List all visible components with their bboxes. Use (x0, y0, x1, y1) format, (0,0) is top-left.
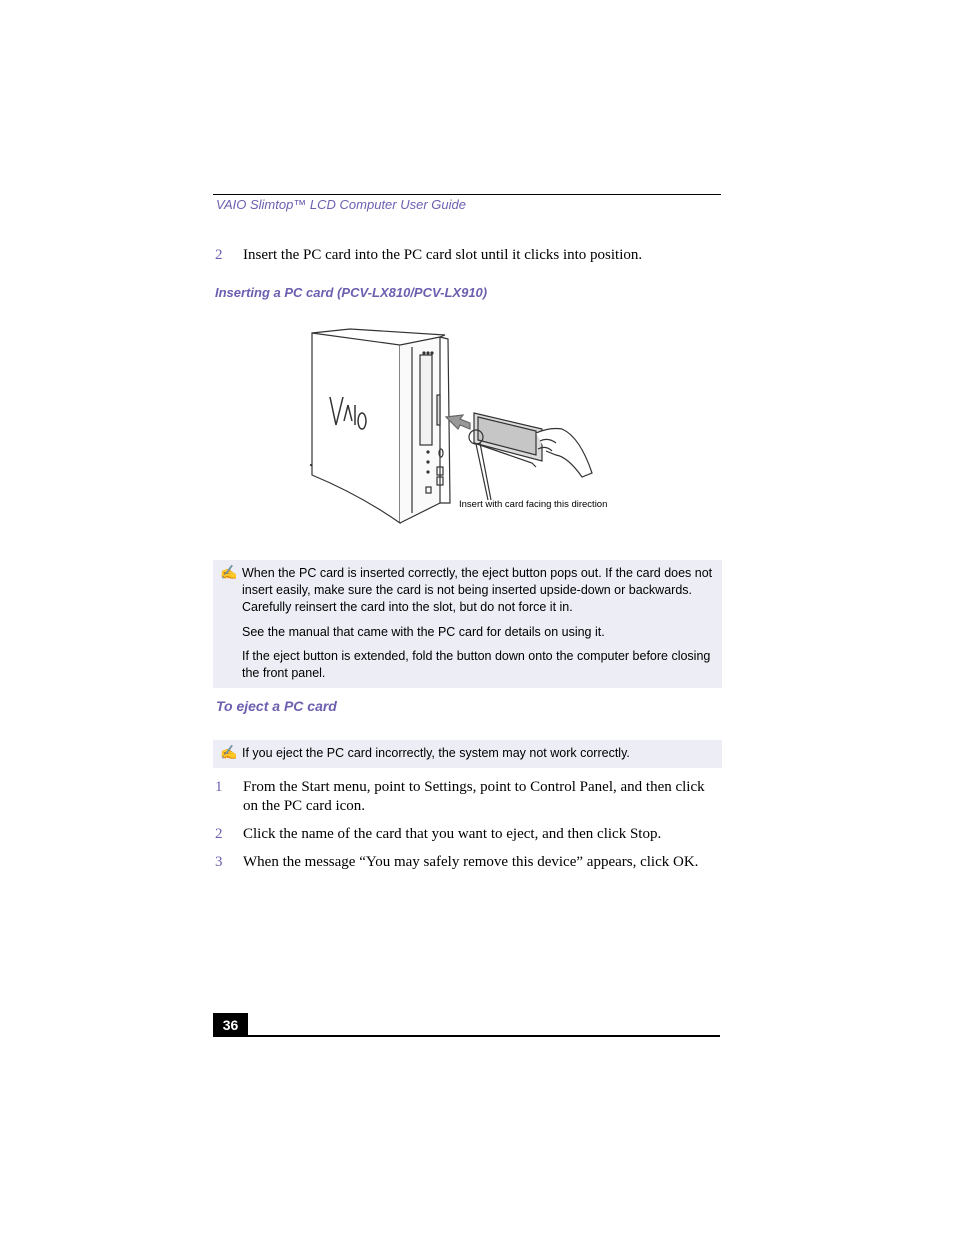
step-text: Insert the PC card into the PC card slot until it clicks into position. (243, 247, 643, 263)
section-title: To eject a PC card (216, 698, 337, 714)
pencil-note-icon: ✍ (220, 564, 238, 580)
step-text: From the Start menu, point to Settings, point to Control Panel, and then click on the PC card icon. (243, 779, 705, 814)
step-item (215, 825, 725, 845)
step-text: Click the name of the card that you want to eject, and then click Stop. (243, 826, 662, 842)
callout-label: Insert with card facing this direction (459, 499, 608, 510)
note-paragraph: See the manual that came with the PC card for details on using it. (242, 625, 605, 639)
step-item (215, 853, 725, 873)
step-text: When the message “You may safely remove this device” appears, click OK. (243, 854, 699, 870)
step-number: 1 (215, 779, 223, 795)
note-text: If you eject the PC card incorrectly, the system may not work correctly. (242, 746, 630, 760)
note-box (213, 740, 722, 768)
note-box (213, 560, 722, 688)
step-number: 2 (215, 826, 223, 842)
figure-caption: Inserting a PC card (PCV-LX810/PCV-LX910) (215, 285, 488, 300)
header-rule (213, 194, 721, 195)
running-header: VAIO Slimtop™ LCD Computer User Guide (216, 197, 466, 212)
note-paragraph: When the PC card is inserted correctly, the eject button pops out. If the card does not insert easily, make sure the card is not being inserted upside-down or backwards. Carefully reinsert the card into the slot, but do not force it in. (242, 566, 713, 614)
step-number: 3 (215, 854, 223, 870)
step-number: 2 (215, 247, 223, 263)
pc-card-insertion-illustration (300, 325, 620, 530)
step-insert (215, 246, 725, 266)
note-paragraph: If the eject button is extended, fold the button down onto the computer before closing the front panel. (242, 649, 711, 680)
step-item (215, 778, 725, 818)
footer-rule (213, 1035, 720, 1037)
page-number: 36 (213, 1013, 248, 1036)
pencil-note-icon: ✍ (220, 744, 238, 760)
